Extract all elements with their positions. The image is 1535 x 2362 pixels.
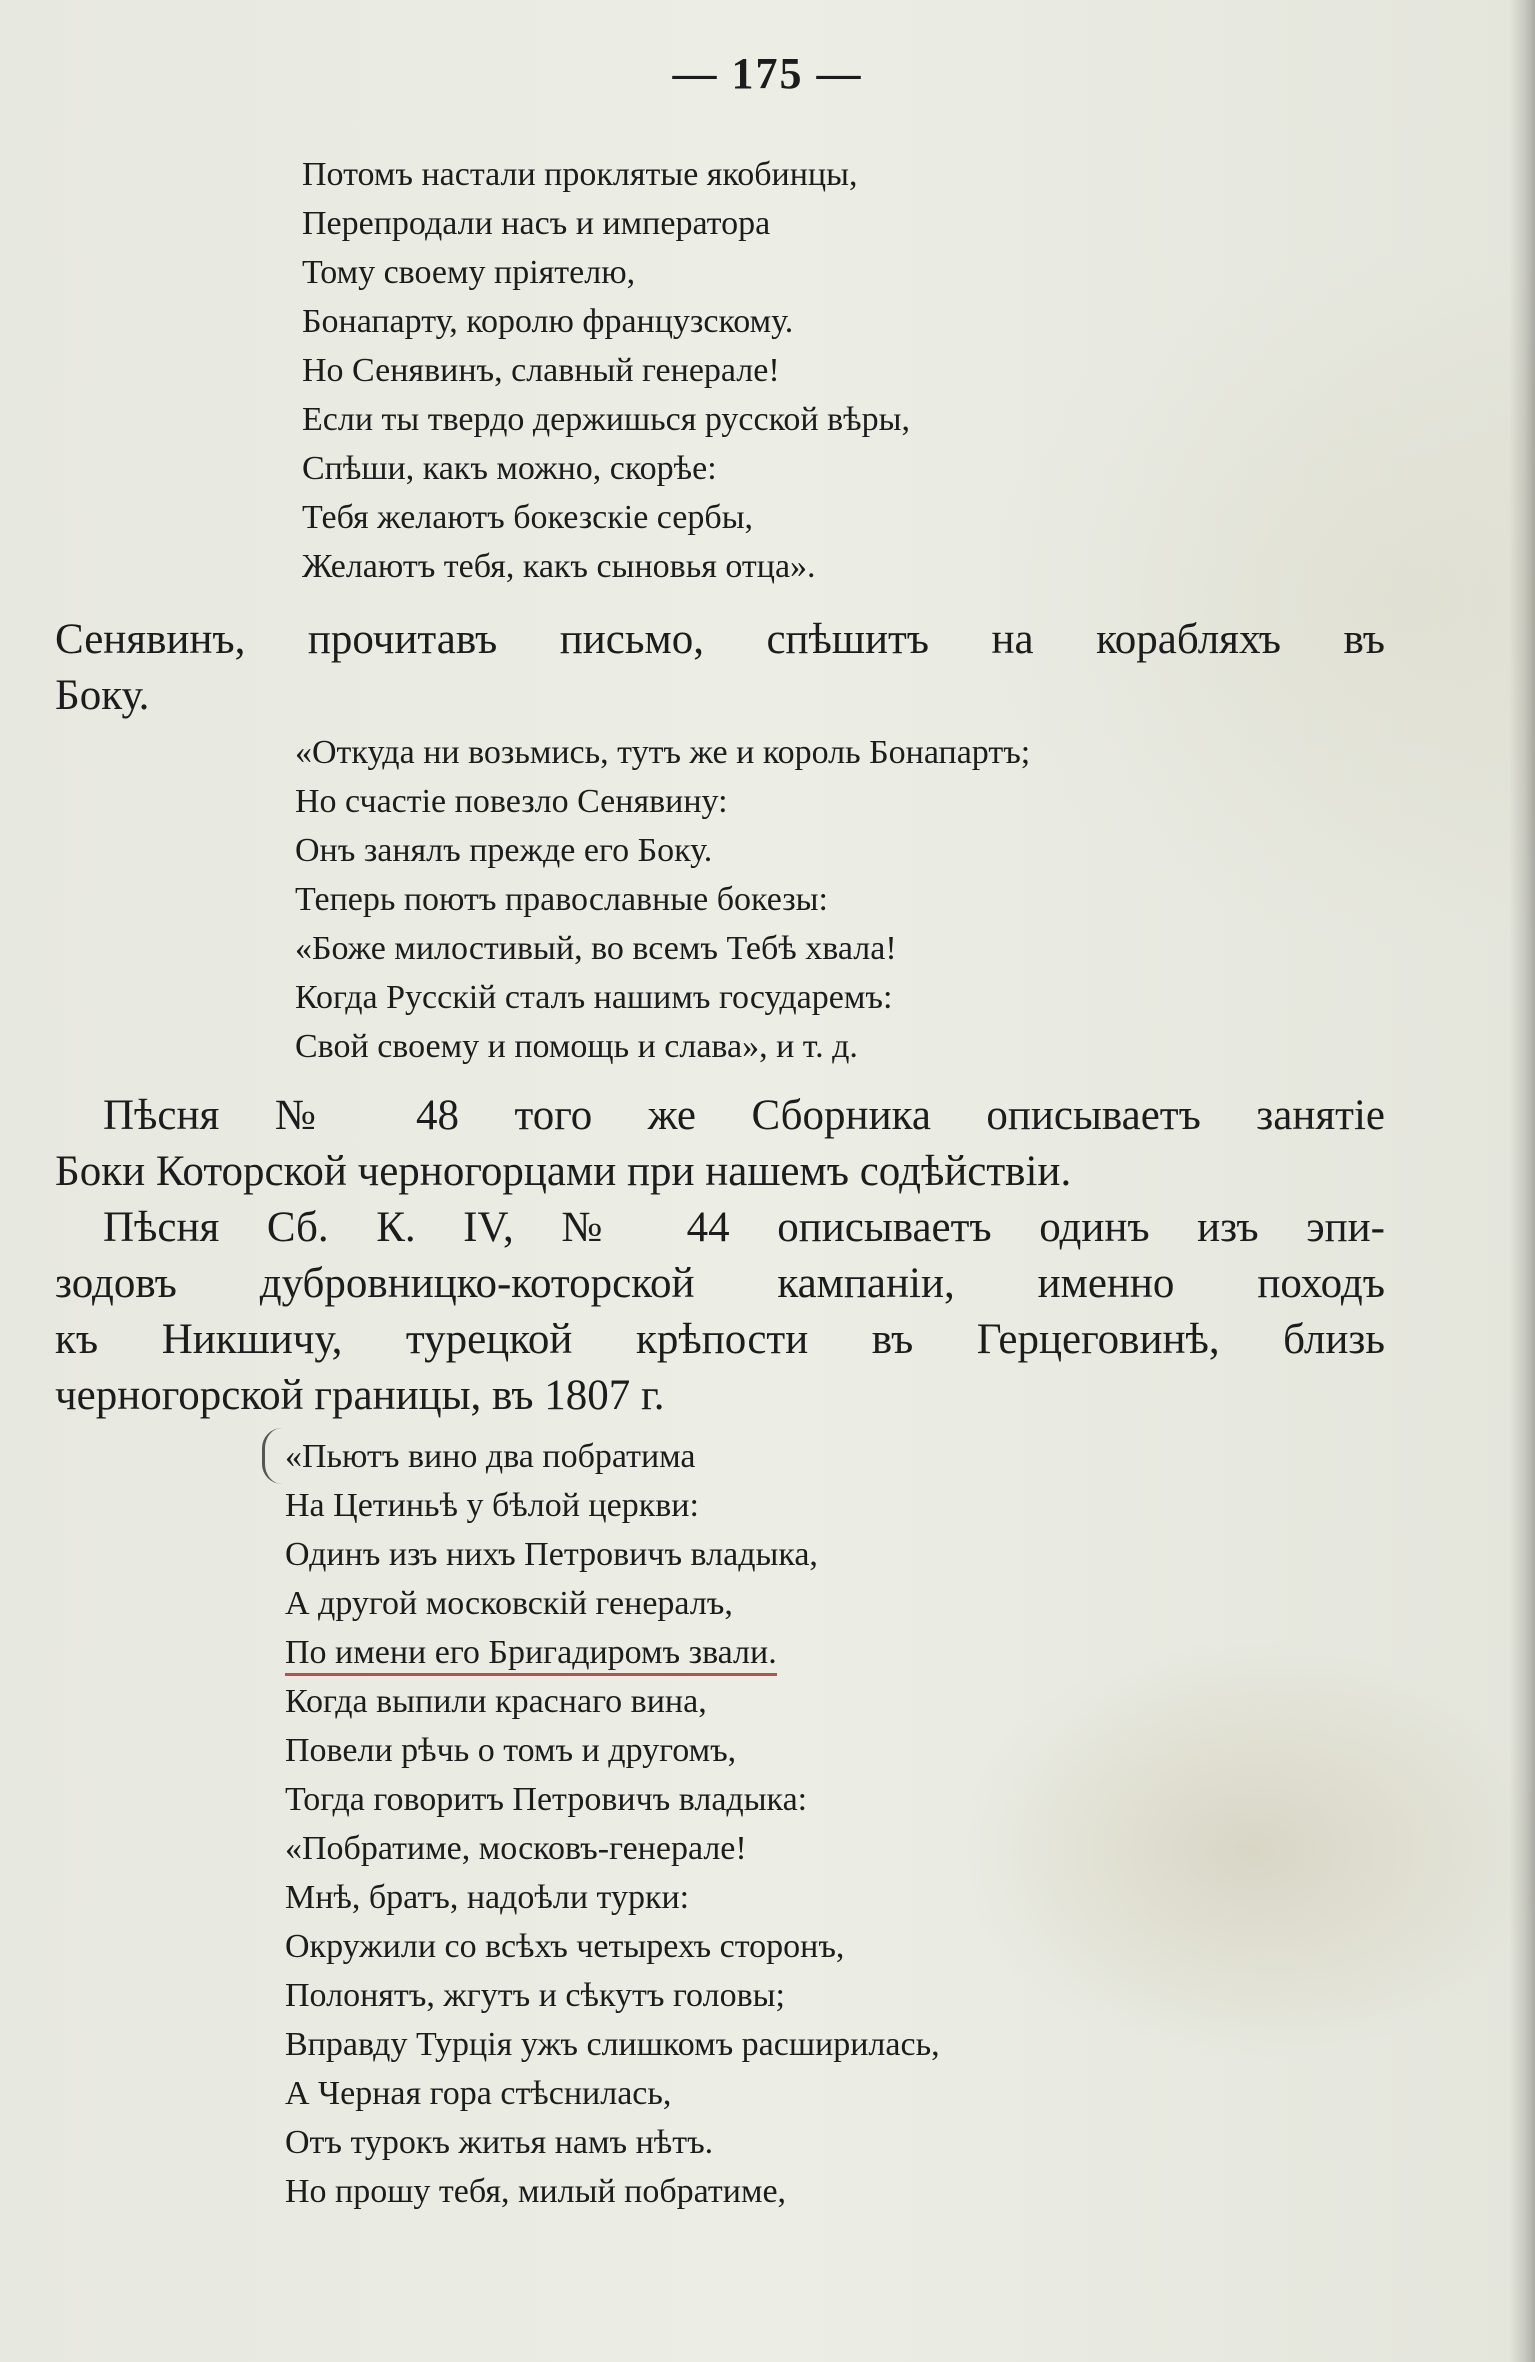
verse-line: Вправду Турція ужъ слишкомъ расширилась,: [285, 2026, 940, 2063]
verse-line: Бонапарту, королю французскому.: [302, 303, 794, 340]
verse-line: Желаютъ тебя, какъ сыновья отца».: [302, 548, 816, 585]
prose-line: Пѣсня Сб. К. IV, № 44 описываетъ одинъ изъ эпи-: [103, 1204, 1385, 1251]
prose-line: Боку.: [55, 672, 150, 719]
verse-line: «Побратиме, московъ-генерале!: [285, 1830, 747, 1867]
verse-block-2: [295, 728, 1030, 1071]
verse-line-underlined: [285, 1628, 940, 1677]
prose-line: къ Никшичу, турецкой крѣпости въ Герцеговинѣ, близь: [55, 1316, 1385, 1363]
red-underline: По имени его Бригадиромъ звали.: [285, 1634, 777, 1676]
prose-line: Боки Которской черногорцами при нашемъ содѣйствіи.: [55, 1148, 1072, 1195]
prose-line: Пѣсня № 48 того же Сборника описываетъ занятіе: [103, 1092, 1385, 1139]
verse-line: Онъ занялъ прежде его Боку.: [295, 832, 713, 869]
verse-line: Тому своему пріятелю,: [302, 254, 636, 291]
verse-line: Но счастіе повезло Сенявину:: [295, 783, 728, 820]
verse-line: А другой московскій генералъ,: [285, 1585, 733, 1622]
verse-line: Если ты твердо держишься русской вѣры,: [302, 401, 910, 438]
verse-line: Полонятъ, жгутъ и сѣкутъ головы;: [285, 1977, 785, 2014]
verse-line: Но прошу тебя, милый побратиме,: [285, 2173, 787, 2210]
verse-line: А Черная гора стѣснилась,: [285, 2075, 672, 2112]
verse-line: Повели рѣчь о томъ и другомъ,: [285, 1732, 737, 1769]
verse-line: Теперь поютъ православные бокезы:: [295, 881, 828, 918]
handwritten-bracket-mark: [262, 1428, 287, 1484]
prose-line: Сенявинъ, прочитавъ письмо, спѣшитъ на корабляхъ въ: [55, 616, 1385, 663]
prose-paragraph-1: [55, 612, 1385, 724]
verse-line: Мнѣ, братъ, надоѣли турки:: [285, 1879, 690, 1916]
verse-line: Когда Русскій сталъ нашимъ государемъ:: [295, 979, 893, 1016]
prose-paragraph-3: [55, 1200, 1385, 1424]
verse-line: Свой своему и помощь и слава», и т. д.: [295, 1028, 858, 1065]
verse-line: Отъ турокъ житья намъ нѣтъ.: [285, 2124, 714, 2161]
verse-line: Перепродали насъ и императора: [302, 205, 771, 242]
verse-line: Но Сенявинъ, славный генерале!: [302, 352, 780, 389]
page-edge: [1509, 0, 1535, 2362]
verse-block-3: [285, 1432, 940, 2216]
prose-paragraph-2: [55, 1088, 1385, 1200]
prose-line: зодовъ дубровницко-которской кампаніи, именно походъ: [55, 1260, 1385, 1307]
page-number: — 175 —: [672, 49, 863, 98]
verse-line: Окружили со всѣхъ четырехъ сторонъ,: [285, 1928, 845, 1965]
verse-line: Тебя желаютъ бокезскіе сербы,: [302, 499, 754, 536]
verse-line: «Боже милостивый, во всемъ Тебѣ хвала!: [295, 930, 897, 967]
verse-line: «Откуда ни возьмись, тутъ же и король Бонапартъ;: [295, 734, 1031, 771]
verse-line: Одинъ изъ нихъ Петровичъ владыка,: [285, 1536, 818, 1573]
verse-line: Спѣши, какъ можно, скорѣе:: [302, 450, 717, 487]
prose-line: черногорской границы, въ 1807 г.: [55, 1372, 665, 1419]
verse-line: «Пьютъ вино два побратима: [285, 1438, 696, 1475]
verse-line: Тогда говоритъ Петровичъ владыка:: [285, 1781, 808, 1818]
verse-block-1: [302, 150, 910, 591]
verse-line: На Цетиньѣ у бѣлой церкви:: [285, 1487, 699, 1524]
verse-line: Когда выпили краснаго вина,: [285, 1683, 707, 1720]
verse-line: Потомъ настали проклятые якобинцы,: [302, 156, 858, 193]
